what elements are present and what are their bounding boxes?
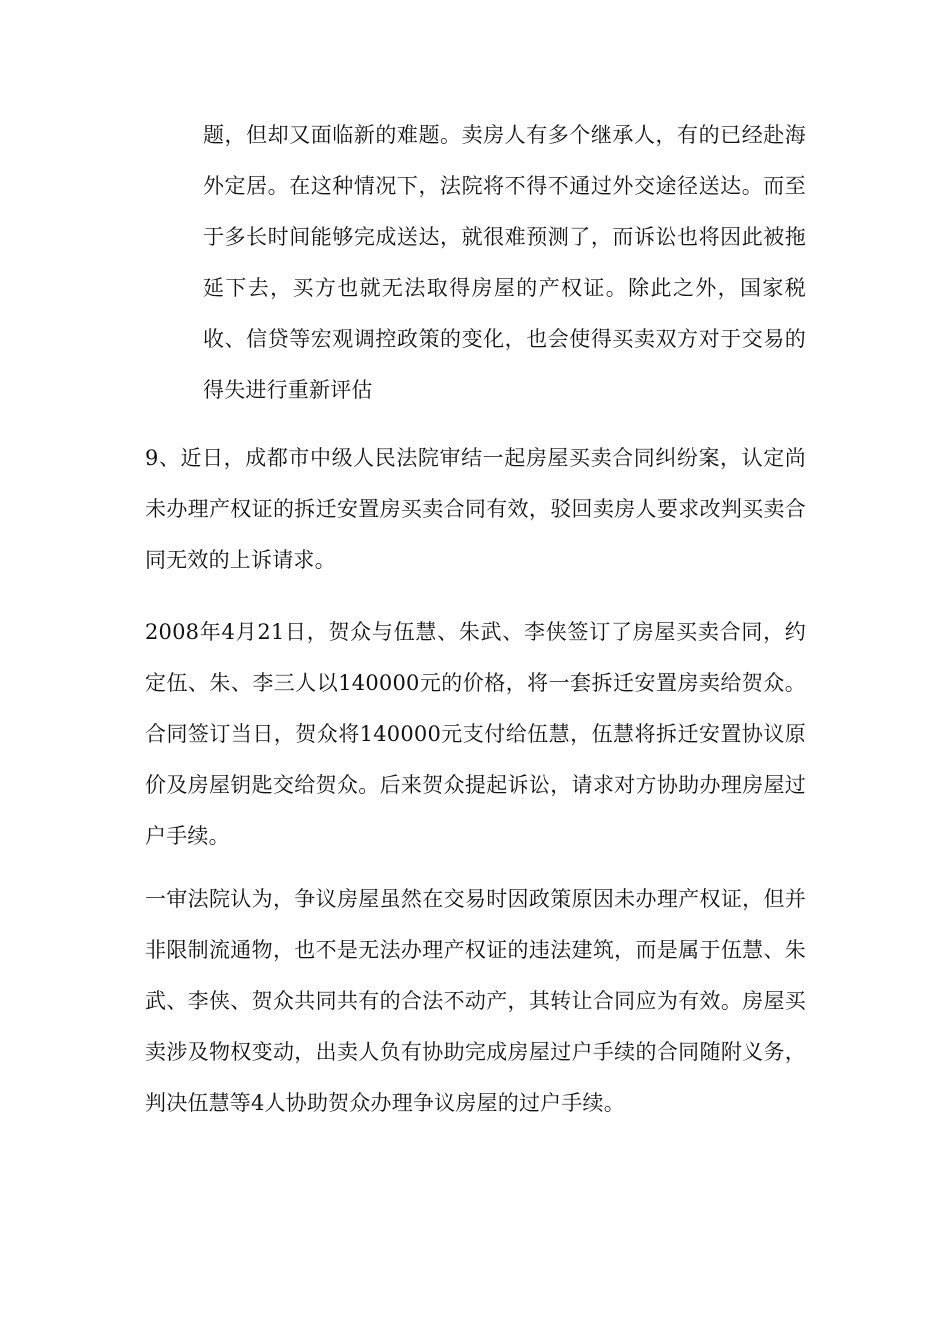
paragraph-first-instance: 一审法院认为，争议房屋虽然在交易时因政策原因未办理产权证，但并非限制流通物，也不是无法办理产权证的违法建筑，而是属于伍慧、朱武、李侠、贺众共同共有的合法不动产，其转让合同应为有效。房屋买卖涉及物权变动，出卖人负有协助完成房屋过户手续的合同随附义务，判决伍慧等4人协助贺众办理争议房屋的过户手续。	[145, 887, 806, 1115]
paragraph-facts-2008: 2008年4月21日，贺众与伍慧、朱武、李侠签订了房屋买卖合同，约定伍、朱、李三人以140000元的价格，将一套拆迁安置房卖给贺众。合同签订当日，贺众将140000元支付给伍慧，伍慧将拆迁安置协议原价及房屋钥匙交给贺众。后来贺众提起诉讼，请求对方协助办理房屋过户手续。	[145, 620, 806, 848]
paragraph-continuation: 题，但却又面临新的难题。卖房人有多个继承人，有的已经赴海外定居。在这种情况下，法院将不得不通过外交途径送达。而至于多长时间能够完成送达，就很难预测了，而诉讼也将因此被拖延下去，买方也就无法取得房屋的产权证。除此之外，国家税收、信贷等宏观调控政策的变化，也会使得买卖双方对于交易的得失进行重新评估	[203, 123, 806, 402]
paragraph-item-9: 9、近日，成都市中级人民法院审结一起房屋买卖合同纠纷案，认定尚未办理产权证的拆迁安置房买卖合同有效，驳回卖房人要求改判买卖合同无效的上诉请求。	[145, 446, 806, 572]
